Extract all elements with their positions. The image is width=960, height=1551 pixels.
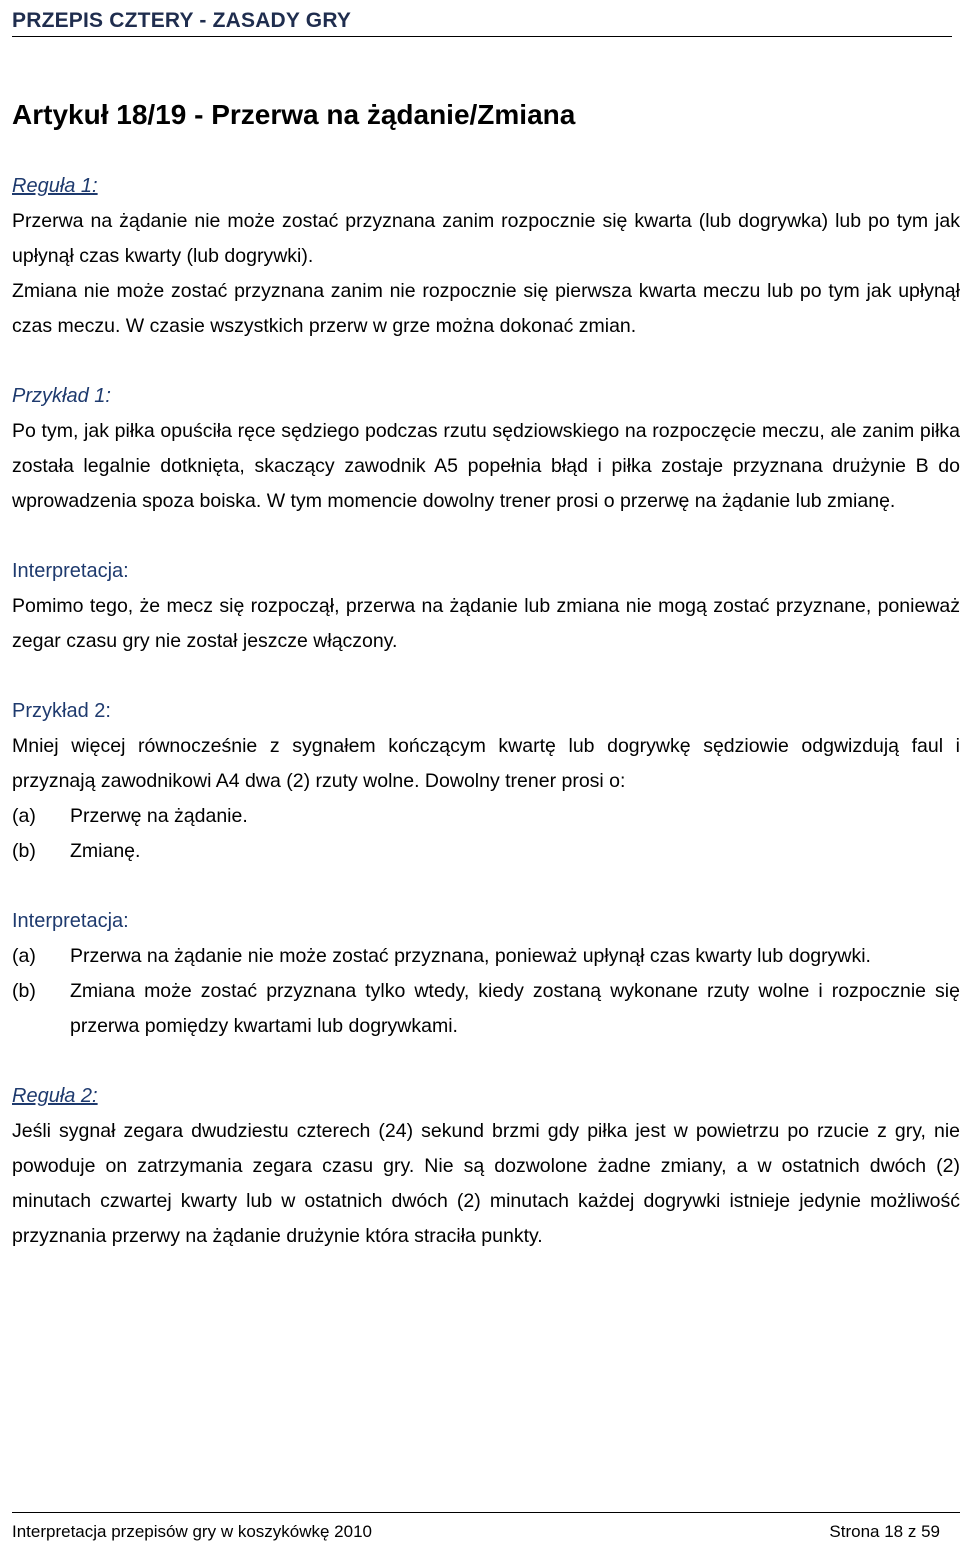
page-footer — [12, 1512, 960, 1551]
rule-1-section — [12, 169, 960, 344]
interpretation-2-section — [12, 904, 960, 1044]
rule-2-section — [12, 1079, 960, 1254]
rule-1-heading: Reguła 1: — [12, 175, 98, 197]
list-item — [12, 799, 960, 834]
rule-2-heading: Reguła 2: — [12, 1085, 98, 1107]
list-marker: (a) — [12, 945, 36, 967]
list-item — [12, 834, 960, 869]
page-header — [12, 6, 952, 37]
header-title: PRZEPIS CZTERY - ZASADY GRY — [12, 9, 352, 32]
list-item-text: Zmiana może zostać przyznana tylko wtedy, kiedy zostaną wykonane rzuty wolne i rozpocznie się przerwa pomiędzy kwartami lub dogrywkami. — [70, 980, 960, 1037]
list-item-text: Przerwę na żądanie. — [70, 805, 248, 827]
document-body — [12, 95, 960, 1289]
example-2-text: Mniej więcej równocześnie z sygnałem kończącym kwartę lub dogrywkę sędziowie odgwizdują faul i przyznają zawodnikowi A4 dwa (2) rzuty wolne. Dowolny trener prosi o: — [12, 735, 960, 792]
interpretation-1-heading: Interpretacja: — [12, 560, 129, 582]
list-marker: (b) — [12, 980, 36, 1002]
article-title: Artykuł 18/19 - Przerwa na żądanie/Zmiana — [12, 99, 576, 130]
footer-document-title: Interpretacja przepisów gry w koszykówkę 2010 — [12, 1522, 372, 1541]
example-2-heading: Przykład 2: — [12, 700, 111, 722]
rule-2-text: Jeśli sygnał zegara dwudziestu czterech (24) sekund brzmi gdy piłka jest w powietrzu po rzucie z gry, nie powoduje on zatrzymania zegara czasu gry. Nie są dozwolone żadne zmiany, a w ostatnich dwóch (2) minutach czwartej kwarty lub w ostatnich dwóch (2) minutach każdej dogrywki istnieje jedynie możliwość przyznania przerwy na żądanie drużynie która straciła punkty. — [12, 1120, 960, 1247]
list-item — [12, 974, 960, 1044]
list-item — [12, 939, 960, 974]
list-marker: (b) — [12, 840, 36, 862]
list-item-text: Przerwa na żądanie nie może zostać przyznana, ponieważ upłynął czas kwarty lub dogrywki. — [70, 945, 871, 967]
example-2-section — [12, 694, 960, 869]
rule-1-text-2: Zmiana nie może zostać przyznana zanim nie rozpocznie się pierwsza kwarta meczu lub po tym jak upłynął czas meczu. W czasie wszystkich przerw w grze można dokonać zmian. — [12, 280, 960, 337]
example-1-heading: Przykład 1: — [12, 385, 111, 407]
interpretation-1-section — [12, 554, 960, 659]
interpretation-2-heading: Interpretacja: — [12, 910, 129, 932]
list-marker: (a) — [12, 805, 36, 827]
list-item-text: Zmianę. — [70, 840, 141, 862]
example-1-section — [12, 379, 960, 519]
interpretation-1-text: Pomimo tego, że mecz się rozpoczął, przerwa na żądanie lub zmiana nie mogą zostać przyznane, ponieważ zegar czasu gry nie został jeszcze włączony. — [12, 595, 960, 652]
rule-1-text-1: Przerwa na żądanie nie może zostać przyznana zanim rozpocznie się kwarta (lub dogrywka) lub po tym jak upłynął czas kwarty (lub dogrywki). — [12, 210, 960, 267]
footer-page-number: Strona 18 z 59 — [829, 1522, 940, 1541]
example-1-text: Po tym, jak piłka opuściła ręce sędziego podczas rzutu sędziowskiego na rozpoczęcie meczu, ale zanim piłka została legalnie dotknięta, skaczący zawodnik A5 popełnia błąd i piłka zostaje przyznana drużynie B do wprowadzenia spoza boiska. W tym momencie dowolny trener prosi o przerwę na żądanie lub zmianę. — [12, 420, 960, 512]
